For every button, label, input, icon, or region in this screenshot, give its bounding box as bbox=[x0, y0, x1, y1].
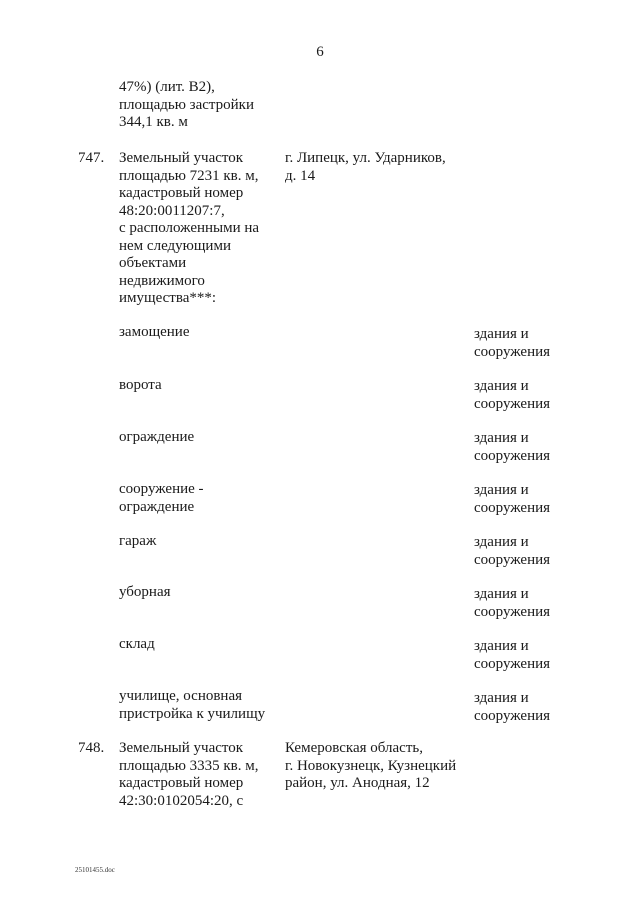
entry-number: 748. bbox=[78, 740, 105, 756]
page-number: 6 bbox=[316, 44, 324, 60]
entry-address: Кемеровская область, г. Новокузнецк, Кузнецкий район, ул. Анодная, 12 bbox=[285, 740, 457, 791]
object-name: училище, основная пристройка к училищу bbox=[119, 688, 266, 722]
object-name: ограждение bbox=[119, 429, 195, 445]
entry-number: 747. bbox=[78, 150, 105, 166]
object-name: ворота bbox=[119, 377, 162, 393]
object-category: здания и сооружения bbox=[474, 690, 551, 724]
object-category: здания и сооружения bbox=[474, 482, 551, 516]
object-name: сооружение - ограждение bbox=[119, 481, 204, 515]
footer-filename: 25101455.doc bbox=[75, 866, 115, 874]
object-category: здания и сооружения bbox=[474, 534, 551, 568]
object-category: здания и сооружения bbox=[474, 430, 551, 464]
entry-description: Земельный участок площадью 3335 кв. м, кадастровый номер 42:30:0102054:20, с bbox=[119, 740, 259, 809]
object-category: здания и сооружения bbox=[474, 326, 551, 360]
continuation-text: 47%) (лит. В2), площадью застройки 344,1 кв. м bbox=[119, 79, 254, 130]
object-name: замощение bbox=[119, 324, 190, 340]
object-name: уборная bbox=[119, 584, 171, 600]
object-category: здания и сооружения bbox=[474, 586, 551, 620]
entry-description: Земельный участок площадью 7231 кв. м, кадастровый номер 48:20:0011207:7, с расположенными на нем следующими объектами недвижимого имущества***: bbox=[119, 150, 260, 306]
object-category: здания и сооружения bbox=[474, 378, 551, 412]
object-name: склад bbox=[119, 636, 155, 652]
object-name: гараж bbox=[119, 533, 157, 549]
entry-address: г. Липецк, ул. Ударников, д. 14 bbox=[285, 150, 446, 184]
object-category: здания и сооружения bbox=[474, 638, 551, 672]
